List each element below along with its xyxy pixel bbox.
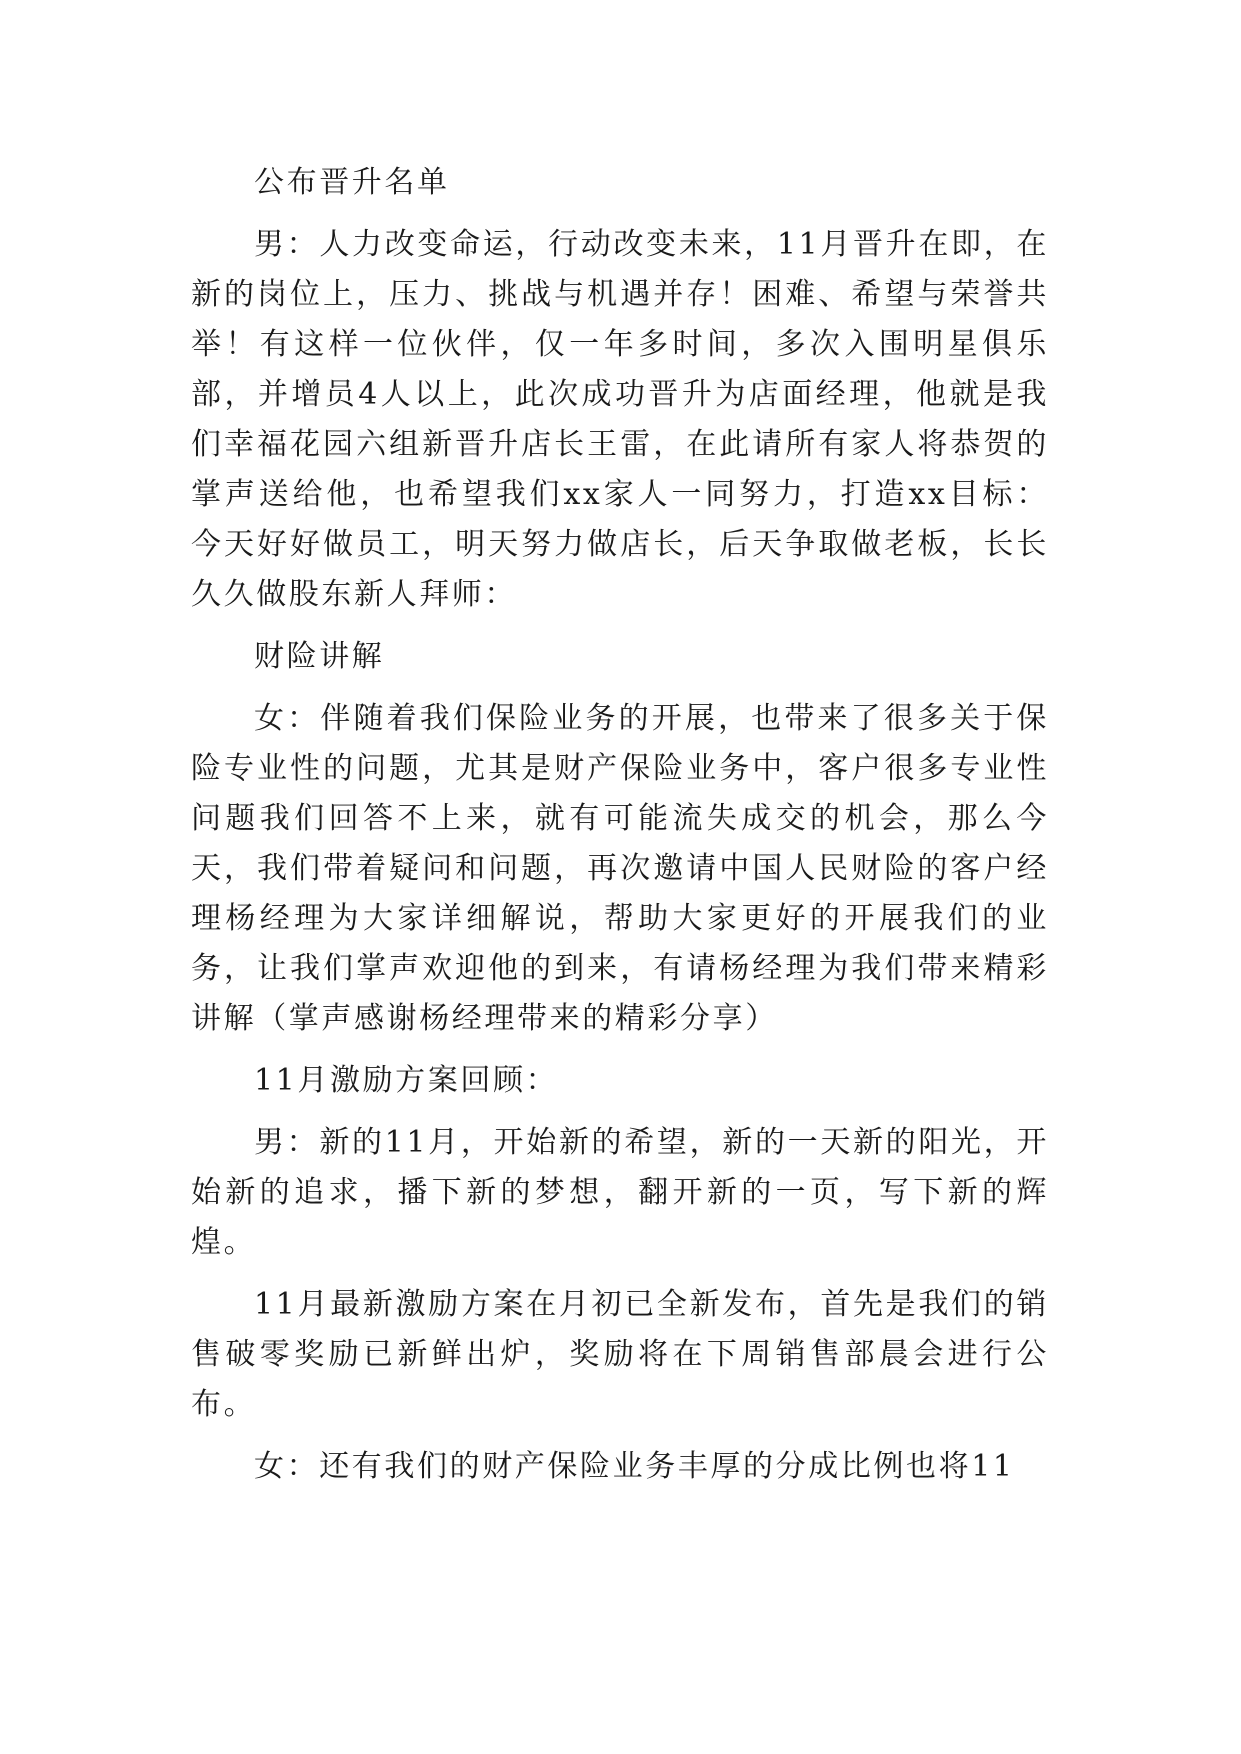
section-heading-insurance-explanation: 财险讲解 [254,639,385,674]
paragraph-promotion-announcement: 男：人力改变命运，行动改变未来，11月晋升在即，在新的岗位上，压力、挑战与机遇并存！困难、希望与荣誉共举！有这样一位伙伴，仅一年多时间，多次入围明星俱乐部，并增员4人以上，此次成功晋升为店面经理，他就是我们幸福花园六组新晋升店长王雷，在此请所有家人将恭贺的掌声送给他，也希望我们xx家人一同努力，打造xx目标：今天好好做员工，明天努力做店长，后天争取做老板，长长久久做股东新人拜师： [191,227,1049,612]
section-heading-incentive-review: 11月激励方案回顾： [254,1063,559,1098]
paragraph-property-insurance: 女：还有我们的财产保险业务丰厚的分成比例也将11 [254,1449,1015,1484]
document-body [191,158,1049,1504]
paragraph-insurance-explanation: 女：伴随着我们保险业务的开展，也带来了很多关于保险专业性的问题，尤其是财产保险业务中，客户很多专业性问题我们回答不上来，就有可能流失成交的机会，那么今天，我们带着疑问和问题，再次邀请中国人民财险的客户经理杨经理为大家详细解说，帮助大家更好的开展我们的业务，让我们掌声欢迎他的到来，有请杨经理为我们带来精彩讲解（掌声感谢杨经理带来的精彩分享） [191,701,1049,1036]
section-heading-promotion-list: 公布晋升名单 [254,165,450,200]
paragraph-new-month: 男：新的11月，开始新的希望，新的一天新的阳光，开始新的追求，播下新的梦想，翻开新的一页，写下新的辉煌。 [191,1125,1049,1260]
paragraph-incentive-plan: 11月最新激励方案在月初已全新发布，首先是我们的销售破零奖励已新鲜出炉，奖励将在下周销售部晨会进行公布。 [191,1287,1049,1422]
